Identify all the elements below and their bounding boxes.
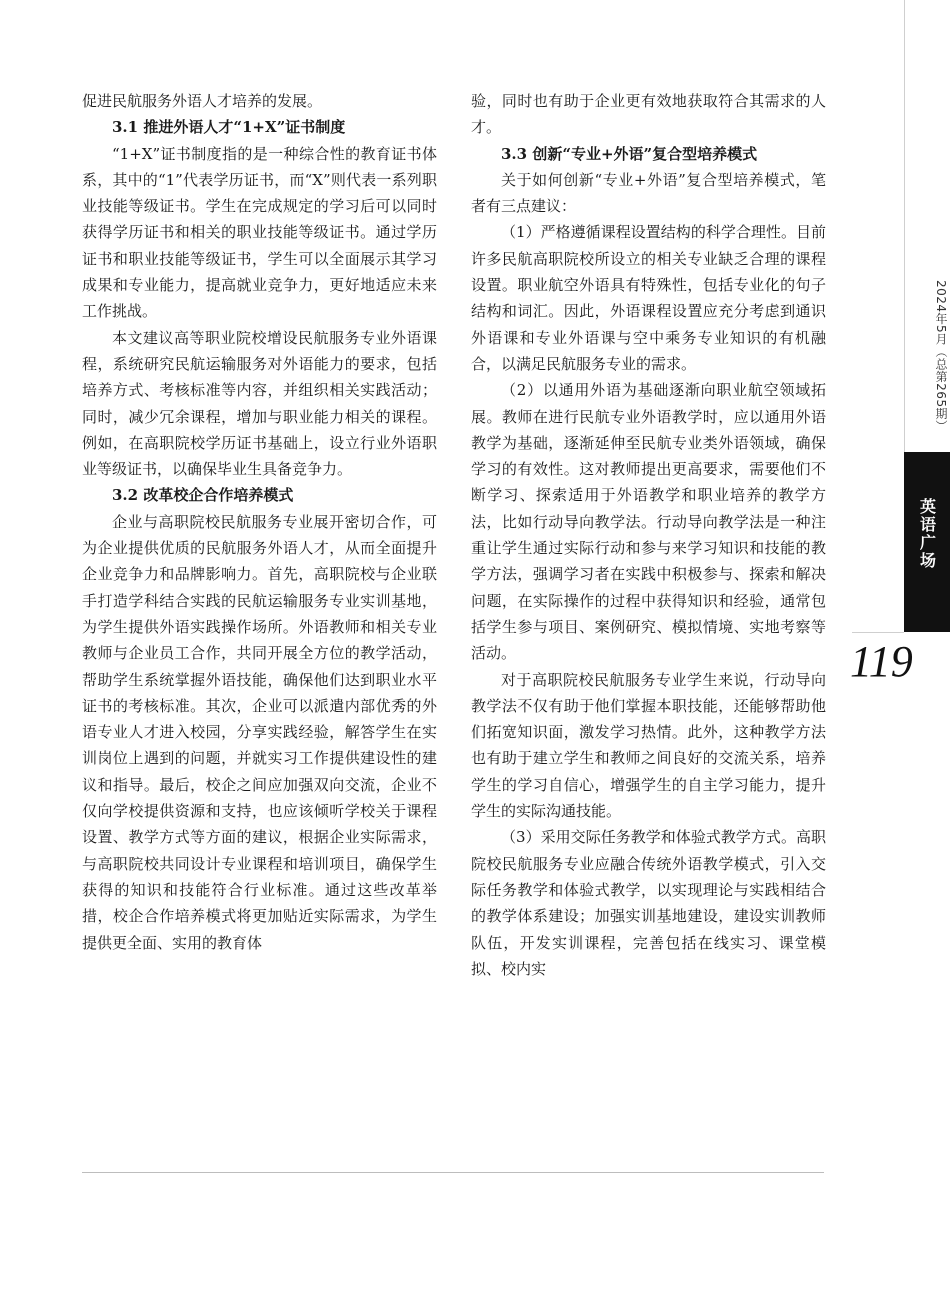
- paragraph: 关于如何创新“专业+外语”复合型培养模式，笔者有三点建议：: [471, 170, 826, 216]
- section-heading: 3.2 改革校企合作培养模式: [112, 486, 294, 505]
- paragraph: 验，同时也有助于企业更有效地获取符合其需求的人才。: [471, 92, 826, 137]
- paragraph: 本文建议高等职业院校增设民航服务专业外语课程，系统研究民航运输服务对外语能力的要求，包括培养方式、考核标准等内容，并组织相关实践活动；同时，减少冗余课程，增加与职业能力相关的课程。例如，在高职院校学历证书基础上，设立行业外语职业等级证书，以确保毕业生具备竞争力。: [82, 328, 437, 479]
- paragraph: （2）以通用外语为基础逐渐向职业航空领域拓展。教师在进行民航专业外语教学时，应以通用外语教学为基础，逐渐延伸至民航专业类外语领域，确保学习的有效性。这对教师提出更高要求，需要他们不断学习、探索适用于外语教学和职业培养的教学方法，比如行动导向教学法。行动导向教学法是一种注重让学生通过实际行动和参与来学习知识和技能的教学方法，强调学习者在实践中积极参与、探索和解决问题，在实际操作的过程中获得知识和经验，通常包括学生参与项目、案例研究、模拟情境、实地考察等活动。: [471, 381, 826, 663]
- paragraph: （1）严格遵循课程设置结构的科学合理性。目前许多民航高职院校所设立的相关专业缺乏合理的课程设置。职业航空外语具有特殊性，包括专业化的句子结构和词汇。因此，外语课程设置应充分考虑到通识外语课和专业外语课与空中乘务专业知识的有机融合，以满足民航服务专业的需求。: [471, 223, 826, 373]
- paragraph: “1+X”证书制度指的是一种综合性的教育证书体系，其中的“1”代表学历证书，而“X”则代表一系列职业技能等级证书。学生在完成规定的学习后可以同时获得学历证书和相关的职业技能等级证书。通过学历证书和职业技能等级证书，学生可以全面展示其学习成果和专业能力，提高就业竞争力，更好地适应未来工作挑战。: [82, 144, 437, 321]
- section-heading: 3.3 创新“专业+外语”复合型培养模式: [501, 144, 758, 163]
- paragraph: 企业与高职院校民航服务专业展开密切合作，可为企业提供优质的民航服务外语人才，从而全面提升企业竞争力和品牌影响力。首先，高职院校与企业联手打造学科结合实践的民航运输服务专业实训基地，为学生提供外语实践操作场所。外语教师和相关专业教师与企业员工合作，共同开展全方位的教学活动，帮助学生系统掌握外语技能，确保他们达到职业水平证书的考核标准。其次，企业可以派遣内部优秀的外语专业人才进入校园，分享实践经验，解答学生在实训岗位上遇到的问题，并就实习工作提供建设性的建议和指导。最后，校企之间应加强双向交流，企业不仅向学校提供资源和支持，也应该倾听学校关于课程设置、教学方式等方面的建议，根据企业实际需求，与高职院校共同设计专业课程和培训项目，确保学生获得的知识和技能符合行业标准。通过这些改革举措，校企合作培养模式将更加贴近实际需求，为学生提供更全面、实用的教育体: [82, 512, 437, 952]
- issue-date: 2024年5月（总第265期）: [934, 280, 948, 433]
- section-heading: 3.1 推进外语人才“1+X”证书制度: [112, 118, 346, 137]
- left-column: [82, 88, 437, 956]
- paragraph: 促进民航服务外语人才培养的发展。: [82, 92, 323, 110]
- footer-divider: [82, 1172, 824, 1173]
- right-column: [471, 88, 826, 982]
- page-number: 119: [850, 637, 913, 686]
- paragraph: 对于高职院校民航服务专业学生来说，行动导向教学法不仅有助于他们掌握本职技能，还能够帮助他们拓宽知识面，激发学习热情。此外，这种教学方法也有助于建立学生和教师之间良好的交流关系，培养学生的学习自信心，增强学生的自主学习能力，提升学生的实际沟通技能。: [471, 670, 826, 821]
- paragraph: （3）采用交际任务教学和体验式教学方式。高职院校民航服务专业应融合传统外语教学模式，引入交际任务教学和体验式教学，以实现理论与实践相结合的教学体系建设；加强实训基地建设，建设实训教师队伍，开发实训课程，完善包括在线实习、课堂模拟、校内实: [471, 828, 826, 978]
- section-title: 英语广场: [917, 498, 937, 570]
